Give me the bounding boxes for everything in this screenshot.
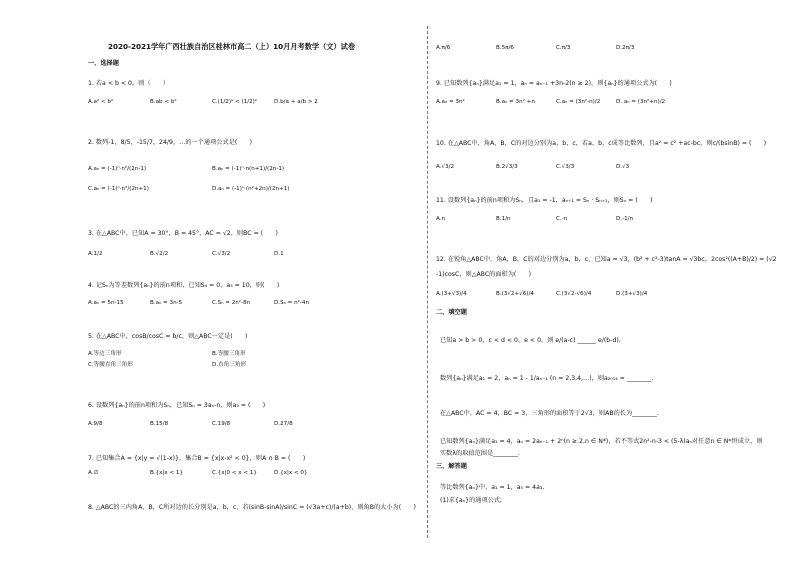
q1-option-d: D.b/a + a/b > 2 (274, 99, 318, 105)
q10-option-d: D.√3 (616, 164, 630, 170)
q4-option-b: B.aₙ = 3n-5 (150, 300, 183, 306)
q3-option-a: A.1/2 (88, 251, 103, 257)
q1-option-a: A.a² < b² (88, 99, 114, 105)
section-choice-heading: 一、选择题 (88, 60, 119, 67)
q9-option-c: C.aₙ = (3n²-n)/2 (556, 99, 601, 105)
q12-option-b: B.(3√2+√6)/4 (496, 291, 534, 297)
section-answer-heading: 三、解答题 (436, 463, 467, 470)
q6-option-d: D.27/8 (274, 421, 293, 427)
q2-option-b: B.aₙ = (-1)ⁿ·n(n+1)/(2n-1) (212, 166, 285, 172)
q3-option-c: C.√3/2 (212, 251, 231, 257)
q5-option-d: D.直角三角形 (212, 362, 247, 368)
exam-title: 2020-2021学年广西壮族自治区桂林市高二（上）10月月考数学（文）试卷 (108, 42, 356, 51)
question-3: 3. 在△ABC中，已知A = 30°，B = 45°，AC = √2，则BC = ( ) (88, 230, 278, 237)
q5-option-c: C.等腰直角三角形 (88, 362, 133, 368)
question-11: 11. 设数列{aₙ}的前n项和为Sₙ，且a₁ = -1，aₙ₊₁ = Sₙ · Sₙ₊₁，则Sₙ = ( ) (436, 197, 653, 204)
problem-17-part-1: (1)求{aₙ}的通项公式; (440, 497, 503, 504)
q3-option-b: B.√2/2 (150, 251, 169, 257)
question-7: 7. 已知集合A = {x|y = √(1-x)}，集合B = {x|x-x² < 0}，则A ∩ B = ( ) (88, 455, 306, 462)
question-10: 10. 在△ABC中，角A，B，C的对边分别为a，b，c，若a，b，c成等比数列，且a² = c² +ac-bc，则c/(bsinB) = ( ) (436, 140, 767, 147)
q8-option-d: D.2π/3 (616, 45, 635, 51)
question-12-line-1: 12. 在锐角△ABC中，角A，B，C的对边分别为a，b，c，已知a = √3，(b² + c²-3)tanA = √3bc，2cos²((A+B)/2) = (√2 (436, 256, 777, 263)
q7-option-a: A.∅ (88, 470, 99, 476)
question-1: 1. 若a < b < 0，则（ ） (88, 80, 170, 87)
q12-option-a: A.(3+√3)/4 (436, 291, 467, 297)
question-2: 2. 数列-1，8/5，-15/7，24/9，…的一个通项公式是( ) (88, 139, 253, 146)
q10-option-b: B.2√3/3 (496, 164, 518, 170)
q2-option-a: A.aₙ = (-1)ⁿ·n²/(2n-1) (88, 166, 147, 172)
q12-option-c: C.(3√2-√6)/4 (556, 291, 592, 297)
q8-option-c: C.π/3 (556, 45, 571, 51)
q2-option-c: C.aₙ = (-1)ⁿ·n²/(2n+1) (88, 186, 149, 192)
q7-option-d: D.{x|x < 0} (274, 470, 308, 476)
column-divider (427, 26, 428, 538)
q11-option-d: D.-1/n (616, 216, 634, 222)
fill-question-13: 已知a > b > 0，c < d < 0，e < 0，则 e/(a-c) ______ e/(b-d). (440, 337, 621, 344)
question-9: 9. 已知数列{aₙ}满足a₁ = 1，aₙ = aₙ₋₁ +3n-2(n ≥ 2)，则{aₙ}的通项公式为( ) (436, 80, 672, 87)
q9-option-b: B.aₙ = 3n² +n (496, 99, 535, 105)
q7-option-c: C.{x|0 < x < 1} (212, 470, 257, 476)
fill-question-16-line-2: 实数λ的取值范围是________. (440, 450, 520, 457)
question-12-line-2: -1)cosC，则△ABC的面积为( ) (436, 271, 532, 278)
q8-option-b: B.5π/6 (496, 45, 514, 51)
q2-option-d: D.aₙ = (-1)ⁿ·(n²+2n)/(2n+1) (212, 186, 290, 192)
q10-option-a: A.√3/2 (436, 164, 455, 170)
q5-option-b: B.等腰三角形 (212, 351, 246, 357)
fill-question-15: 在△ABC中，AC = 4，BC = 3，三角形的面积等于2√3，则AB的长为________. (440, 410, 659, 417)
q11-option-a: A.n (436, 216, 446, 222)
fill-question-16-line-1: 已知数列{aₙ}满足a₁ = 4，aₙ = 2aₙ₋₁ + 2ⁿ(n ≥ 2,n ∈ N*)，若不等式2n²-n-3 < (5-λ)aₙ对任意n ∈ N*恒成立，则 (440, 438, 763, 445)
q1-option-c: C.(1/2)ᵃ < (1/2)ᵇ (212, 99, 258, 105)
q7-option-b: B.{x|x < 1} (150, 470, 184, 476)
q9-option-d: D. aₙ = (3n²+n)/2 (616, 99, 666, 105)
q10-option-c: C.√3/3 (556, 164, 575, 170)
q4-option-c: C.Sₙ = 2n²-8n (212, 300, 251, 306)
question-8: 8. △ABC的三内角A，B，C所对边的长分别是a，b，c，若(sinB-sinA)/sinC = (√3a+c)/(a+b)，则角B的大小为( ) (88, 504, 416, 511)
q3-option-d: D.1 (274, 251, 284, 257)
question-6: 6. 设数列{aₙ}的前n项和为Sₙ，已知Sₙ = 3aₙ-n，则a₃ = ( ) (88, 402, 266, 409)
fill-question-14: 数列{aₙ}满足a₁ = 2，aₙ = 1 - 1/aₙ₋₁ (n = 2,3,4,…)，则a₂₀₁₄ = ________. (440, 375, 654, 382)
q5-option-a: A.等边三角形 (88, 351, 122, 357)
question-5: 5. 在△ABC中，cosB/cosC = b/c，则△ABC一定是( ) (88, 333, 248, 340)
q4-option-d: D.Sₙ = n²-4n (274, 300, 310, 306)
question-4: 4. 记Sₙ为等差数列{aₙ}的前n项和，已知S₄ = 0，a₅ = 10，则( ) (88, 282, 280, 289)
q8-option-a: A.π/6 (436, 45, 451, 51)
section-fill-heading: 二、填空题 (436, 309, 467, 316)
q6-option-c: C.19/8 (212, 421, 231, 427)
q4-option-a: A.aₙ = 5n-15 (88, 300, 124, 306)
q1-option-b: B.ab < b² (150, 99, 177, 105)
q12-option-d: D.(3+√3)/4 (616, 291, 648, 297)
q11-option-b: B.1/n (496, 216, 511, 222)
q6-option-b: B.15/8 (150, 421, 169, 427)
q6-option-a: A.9/8 (88, 421, 103, 427)
q9-option-a: A.aₙ = 3n² (436, 99, 465, 105)
q11-option-c: C.-n (556, 216, 568, 222)
problem-17-stem: 等比数列{aₙ}中，a₁ = 1，a₅ = 4a₃. (440, 484, 545, 491)
